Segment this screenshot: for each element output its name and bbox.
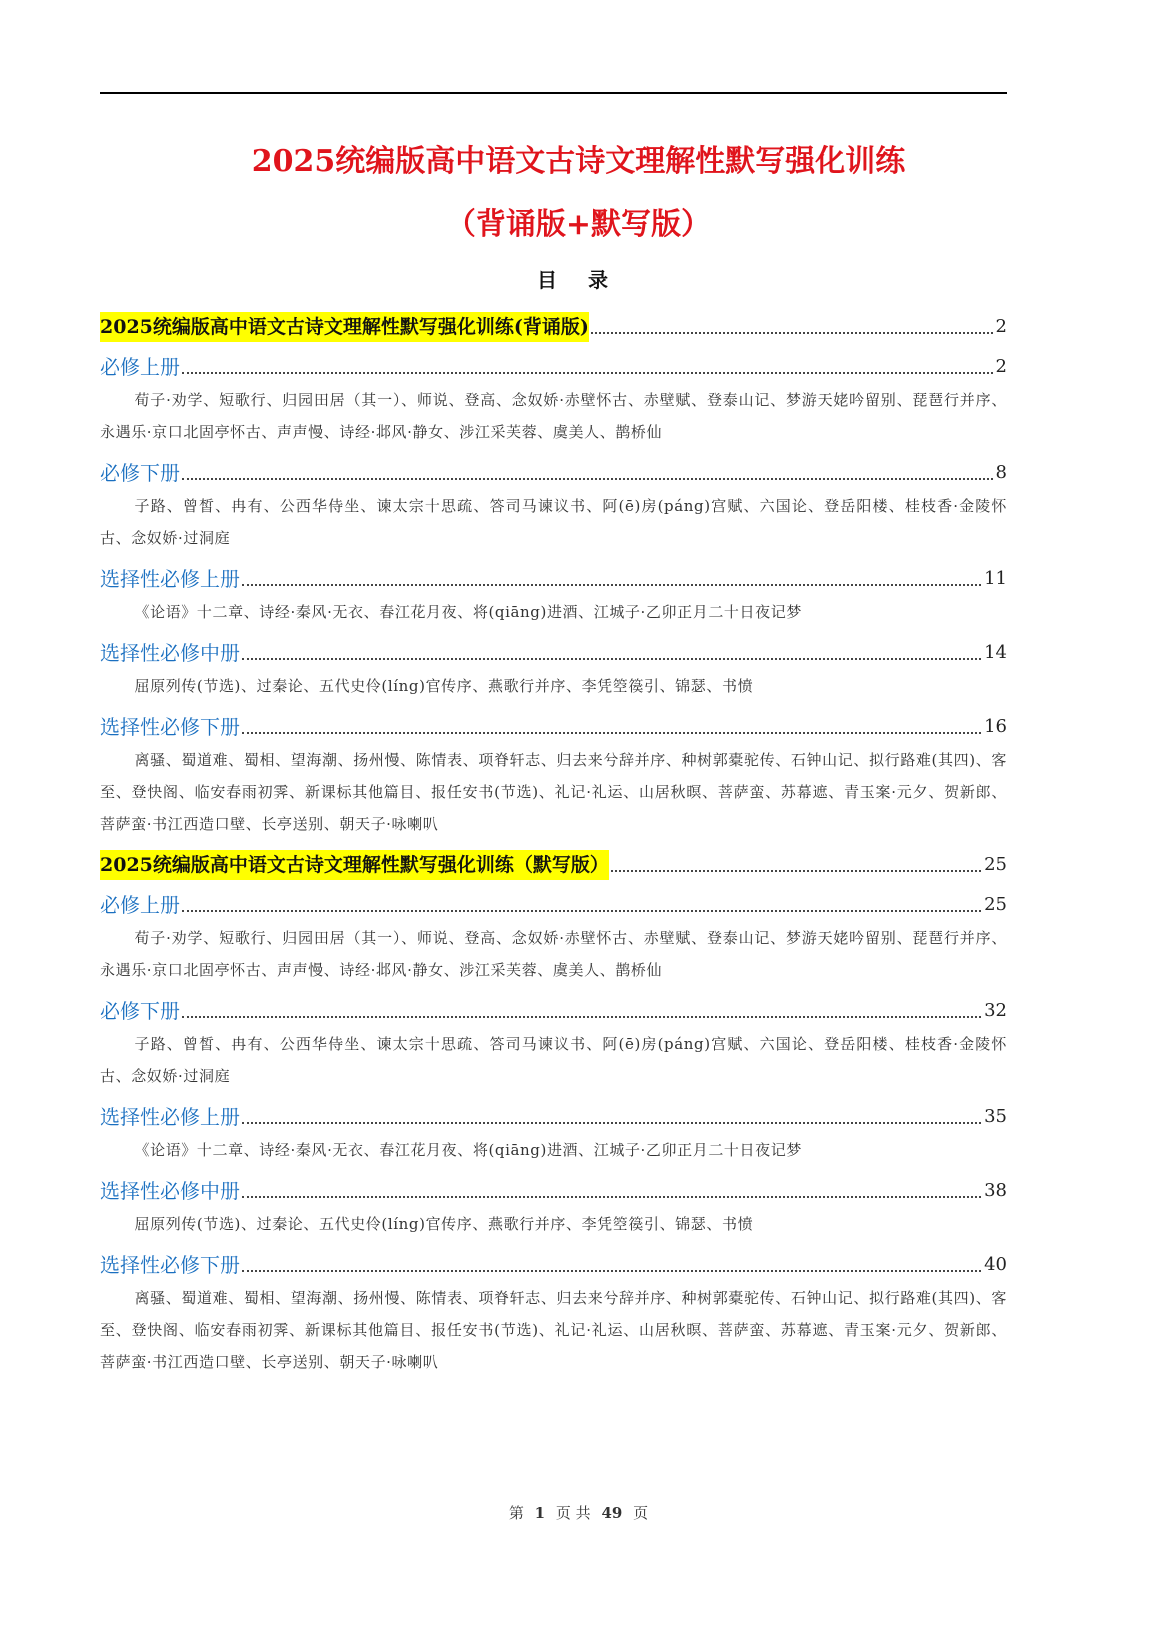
dot-leader [182, 372, 993, 374]
toc-entry-label: 选择性必修上册 [100, 1105, 240, 1129]
toc-entry-label: 必修上册 [100, 355, 180, 379]
toc-section-contents: 屈原列传(节选)、过秦论、五代史伶(líng)官传序、燕歌行并序、李凭箜篌引、锦瑟、书愤 [134, 677, 754, 695]
dot-leader [242, 732, 981, 734]
toc-entry-page: 14 [984, 642, 1007, 663]
dot-leader [242, 1270, 981, 1272]
dot-leader [591, 332, 993, 334]
toc-section-contents: 荀子·劝学、短歌行、归园田居（其一）、师说、登高、念奴娇·赤壁怀古、赤壁赋、登泰山记、梦游天姥吟留别、琵琶行并序、永遇乐·京口北固亭怀古、声声慢、诗经·邶风·静女、涉江采芙蓉、虞美人、鹊桥仙 [100, 391, 1007, 441]
dot-leader [611, 870, 981, 872]
toc-entry-label: 2025统编版高中语文古诗文理解性默写强化训练(背诵版) [100, 312, 589, 342]
dot-leader [182, 910, 981, 912]
toc-entry-page: 32 [984, 1000, 1007, 1021]
document-title: 2025统编版高中语文古诗文理解性默写强化训练 [251, 144, 906, 179]
toc-entry-label: 选择性必修下册 [100, 1253, 240, 1277]
toc-entry-label: 选择性必修中册 [100, 641, 240, 665]
toc-entry-page: 11 [984, 568, 1007, 589]
page-footer [0, 1502, 1157, 1523]
toc-entry-page: 2 [995, 356, 1007, 377]
toc-entry-page: 16 [984, 716, 1007, 737]
toc-section-contents: 子路、曾皙、冉有、公西华侍坐、谏太宗十思疏、答司马谏议书、阿(ē)房(páng)宫赋、六国论、登岳阳楼、桂枝香·金陵怀古、念奴娇·过洞庭 [100, 497, 1007, 547]
toc-entry-label: 2025统编版高中语文古诗文理解性默写强化训练（默写版） [100, 850, 609, 880]
dot-leader [242, 1122, 981, 1124]
current-page: 1 [534, 1504, 546, 1522]
dot-leader [242, 1196, 981, 1198]
toc-section-link[interactable] [100, 702, 1007, 742]
toc-entry-page: 8 [995, 462, 1007, 483]
toc-section-contents: 《论语》十二章、诗经·秦风·无衣、春江花月夜、将(qiāng)进酒、江城子·乙卯正月二十日夜记梦 [134, 603, 802, 621]
toc-section-link[interactable] [100, 986, 1007, 1026]
toc-entry-label: 选择性必修上册 [100, 567, 240, 591]
toc-part-link[interactable] [100, 840, 1007, 880]
toc-entry-page: 25 [984, 894, 1007, 915]
toc-entry-page: 40 [984, 1254, 1007, 1275]
toc-section-contents: 离骚、蜀道难、蜀相、望海潮、扬州慢、陈情表、项脊轩志、归去来兮辞并序、种树郭橐驼传、石钟山记、拟行路难(其四)、客至、登快阁、临安春雨初霁、新课标其他篇目、报任安书(节选)、礼记·礼运、山居秋暝、菩萨蛮、苏幕遮、青玉案·元夕、贺新郎、菩萨蛮·书江西造口壁、长亭送别、朝天子·咏喇叭 [100, 1289, 1007, 1371]
toc-entry-page: 2 [995, 316, 1007, 337]
toc-section-link[interactable] [100, 880, 1007, 920]
toc-section-contents: 离骚、蜀道难、蜀相、望海潮、扬州慢、陈情表、项脊轩志、归去来兮辞并序、种树郭橐驼传、石钟山记、拟行路难(其四)、客至、登快阁、临安春雨初霁、新课标其他篇目、报任安书(节选)、礼记·礼运、山居秋暝、菩萨蛮、苏幕遮、青玉案·元夕、贺新郎、菩萨蛮·书江西造口壁、长亭送别、朝天子·咏喇叭 [100, 751, 1007, 833]
footer-middle: 页 共 [555, 1504, 591, 1522]
document-subtitle: （背诵版+默写版） [445, 207, 712, 242]
dot-leader [242, 658, 981, 660]
toc-section-link[interactable] [100, 1240, 1007, 1280]
toc-entry-page: 38 [984, 1180, 1007, 1201]
toc-entry-page: 25 [984, 854, 1007, 875]
table-of-contents [100, 302, 1007, 1378]
toc-entry-page: 35 [984, 1106, 1007, 1127]
toc-section-contents: 荀子·劝学、短歌行、归园田居（其一）、师说、登高、念奴娇·赤壁怀古、赤壁赋、登泰山记、梦游天姥吟留别、琵琶行并序、永遇乐·京口北固亭怀古、声声慢、诗经·邶风·静女、涉江采芙蓉、虞美人、鹊桥仙 [100, 929, 1007, 979]
footer-suffix: 页 [633, 1504, 649, 1522]
toc-entry-label: 必修上册 [100, 893, 180, 917]
dot-leader [242, 584, 981, 586]
toc-section-link[interactable] [100, 554, 1007, 594]
toc-section-link[interactable] [100, 628, 1007, 668]
total-pages: 49 [601, 1504, 623, 1522]
dot-leader [182, 478, 993, 480]
toc-entry-label: 必修下册 [100, 999, 180, 1023]
toc-entry-label: 选择性必修中册 [100, 1179, 240, 1203]
toc-entry-label: 选择性必修下册 [100, 715, 240, 739]
header-rule [100, 92, 1007, 94]
toc-section-contents: 屈原列传(节选)、过秦论、五代史伶(líng)官传序、燕歌行并序、李凭箜篌引、锦瑟、书愤 [134, 1215, 754, 1233]
toc-section-link[interactable] [100, 1092, 1007, 1132]
toc-entry-label: 必修下册 [100, 461, 180, 485]
toc-section-link[interactable] [100, 342, 1007, 382]
toc-section-contents: 《论语》十二章、诗经·秦风·无衣、春江花月夜、将(qiāng)进酒、江城子·乙卯正月二十日夜记梦 [134, 1141, 802, 1159]
footer-prefix: 第 [508, 1504, 524, 1522]
toc-heading: 目 录 [537, 268, 620, 292]
toc-section-link[interactable] [100, 1166, 1007, 1206]
toc-section-link[interactable] [100, 448, 1007, 488]
dot-leader [182, 1016, 981, 1018]
toc-section-contents: 子路、曾皙、冉有、公西华侍坐、谏太宗十思疏、答司马谏议书、阿(ē)房(páng)宫赋、六国论、登岳阳楼、桂枝香·金陵怀古、念奴娇·过洞庭 [100, 1035, 1007, 1085]
toc-part-link[interactable] [100, 302, 1007, 342]
